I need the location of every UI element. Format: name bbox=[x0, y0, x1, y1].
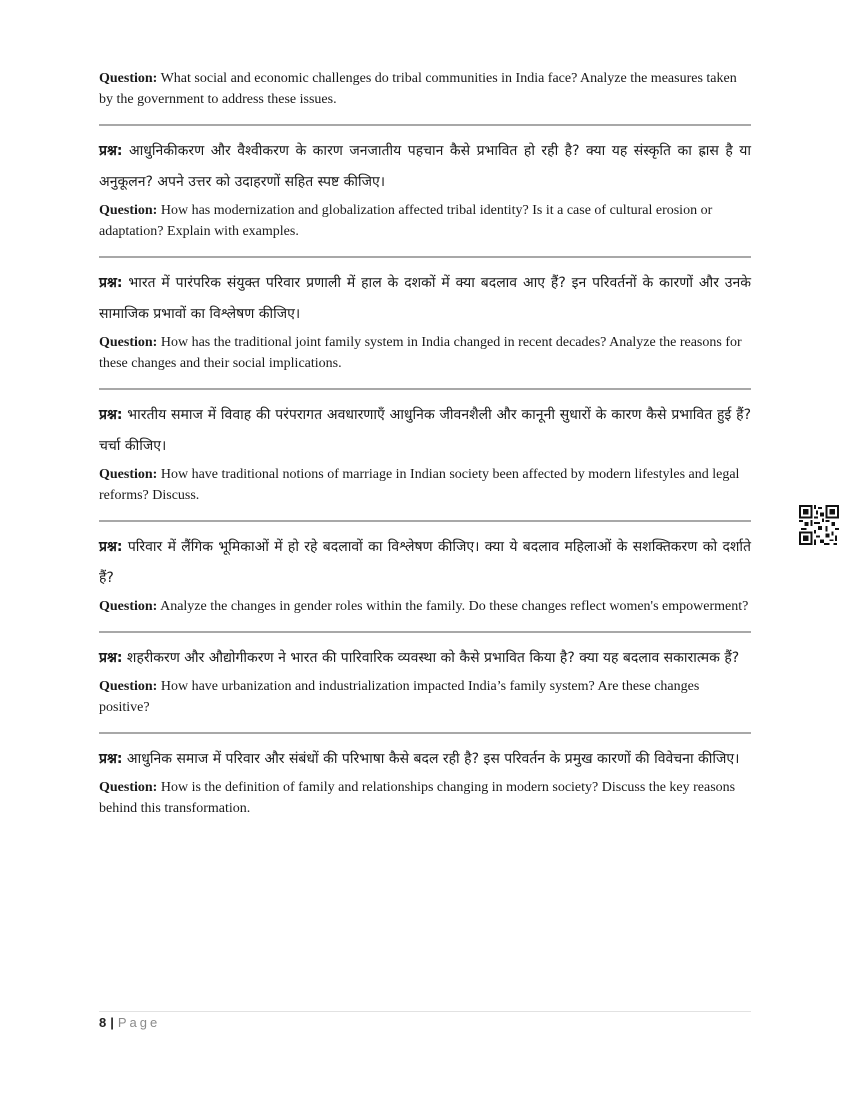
question-text: How has modernization and globalization affected tribal identity? Is it a case of cultural erosion or adaptation? Explain with examples. bbox=[99, 203, 713, 239]
hindi-label: प्रश्न: bbox=[99, 407, 123, 423]
hindi-label: प्रश्न: bbox=[99, 143, 123, 159]
question-label: Question: bbox=[99, 71, 158, 86]
document-body bbox=[99, 66, 751, 833]
hindi-text: आधुनिक समाज में परिवार और संबंधों की परिभाषा कैसे बदल रही है? इस परिवर्तन के प्रमुख कारणों की विवेचना कीजिए। bbox=[126, 751, 740, 767]
hindi-question bbox=[99, 266, 751, 330]
question-label: Question: bbox=[99, 780, 158, 795]
question-text: How have urbanization and industrialization impacted India’s family system? Are these changes positive? bbox=[99, 679, 700, 715]
hindi-text: शहरीकरण और औद्योगीकरण ने भारत की पारिवारिक व्यवस्था को कैसे प्रभावित किया है? क्या यह बदलाव सकारात्मक हैं? bbox=[126, 650, 740, 666]
english-question bbox=[99, 66, 751, 110]
english-question bbox=[99, 462, 751, 506]
question-block-7 bbox=[99, 734, 751, 833]
question-text: How is the definition of family and relationships changing in modern society? Discuss the key reasons behind this transformation. bbox=[99, 780, 736, 816]
page-number: 8 bbox=[99, 1015, 107, 1030]
page-label: Page bbox=[117, 1015, 161, 1030]
english-question bbox=[99, 330, 751, 374]
hindi-question bbox=[99, 742, 751, 775]
hindi-label: प्रश्न: bbox=[99, 751, 123, 767]
question-label: Question: bbox=[99, 679, 158, 694]
english-question bbox=[99, 198, 751, 242]
footer-separator: | bbox=[110, 1015, 114, 1030]
hindi-question bbox=[99, 641, 751, 674]
hindi-question bbox=[99, 530, 751, 594]
question-label: Question: bbox=[99, 203, 158, 218]
hindi-text: परिवार में लैंगिक भूमिकाओं में हो रहे बदलावों का विश्लेषण कीजिए। क्या ये बदलाव महिलाओं के सशक्तिकरण को दर्शाते हैं? bbox=[99, 539, 752, 586]
question-text: What social and economic challenges do tribal communities in India face? Analyze the measures taken by the government to address these issues. bbox=[99, 71, 737, 107]
hindi-label: प्रश्न: bbox=[99, 539, 123, 555]
hindi-label: प्रश्न: bbox=[99, 650, 123, 666]
hindi-text: भारत में पारंपरिक संयुक्त परिवार प्रणाली में हाल के दशकों में क्या बदलाव आए हैं? इन परिवर्तनों के कारणों और उनके सामाजिक प्रभावों का विश्लेषण कीजिए। bbox=[99, 275, 751, 322]
hindi-question bbox=[99, 134, 751, 198]
question-block-2 bbox=[99, 126, 751, 256]
hindi-question bbox=[99, 398, 751, 462]
qr-code-icon[interactable] bbox=[799, 505, 839, 545]
question-label: Question: bbox=[99, 467, 158, 482]
page-footer bbox=[99, 1011, 751, 1030]
hindi-label: प्रश्न: bbox=[99, 275, 123, 291]
question-text: How has the traditional joint family system in India changed in recent decades? Analyze the reasons for these changes and their social implications. bbox=[99, 335, 742, 371]
question-text: Analyze the changes in gender roles within the family. Do these changes reflect women's empowerment? bbox=[160, 599, 749, 614]
question-label: Question: bbox=[99, 599, 158, 614]
question-block-5 bbox=[99, 522, 751, 631]
question-block-4 bbox=[99, 390, 751, 520]
question-block-3 bbox=[99, 258, 751, 388]
question-block-1 bbox=[99, 66, 751, 124]
hindi-text: आधुनिकीकरण और वैश्वीकरण के कारण जनजातीय पहचान कैसे प्रभावित हो रही है? क्या यह संस्कृति का ह्रास है या अनुकूलन? अपने उत्तर को उदाहरणों सहित स्पष्ट कीजिए। bbox=[99, 143, 752, 190]
english-question bbox=[99, 594, 751, 617]
hindi-text: भारतीय समाज में विवाह की परंपरागत अवधारणाएँ आधुनिक जीवनशैली और कानूनी सुधारों के कारण कैसे प्रभावित हुई हैं? चर्चा कीजिए। bbox=[99, 407, 751, 454]
question-text: How have traditional notions of marriage in Indian society been affected by modern lifestyles and legal reforms? Discuss. bbox=[99, 467, 740, 503]
question-label: Question: bbox=[99, 335, 158, 350]
question-block-6 bbox=[99, 633, 751, 732]
english-question bbox=[99, 674, 751, 718]
english-question bbox=[99, 775, 751, 819]
